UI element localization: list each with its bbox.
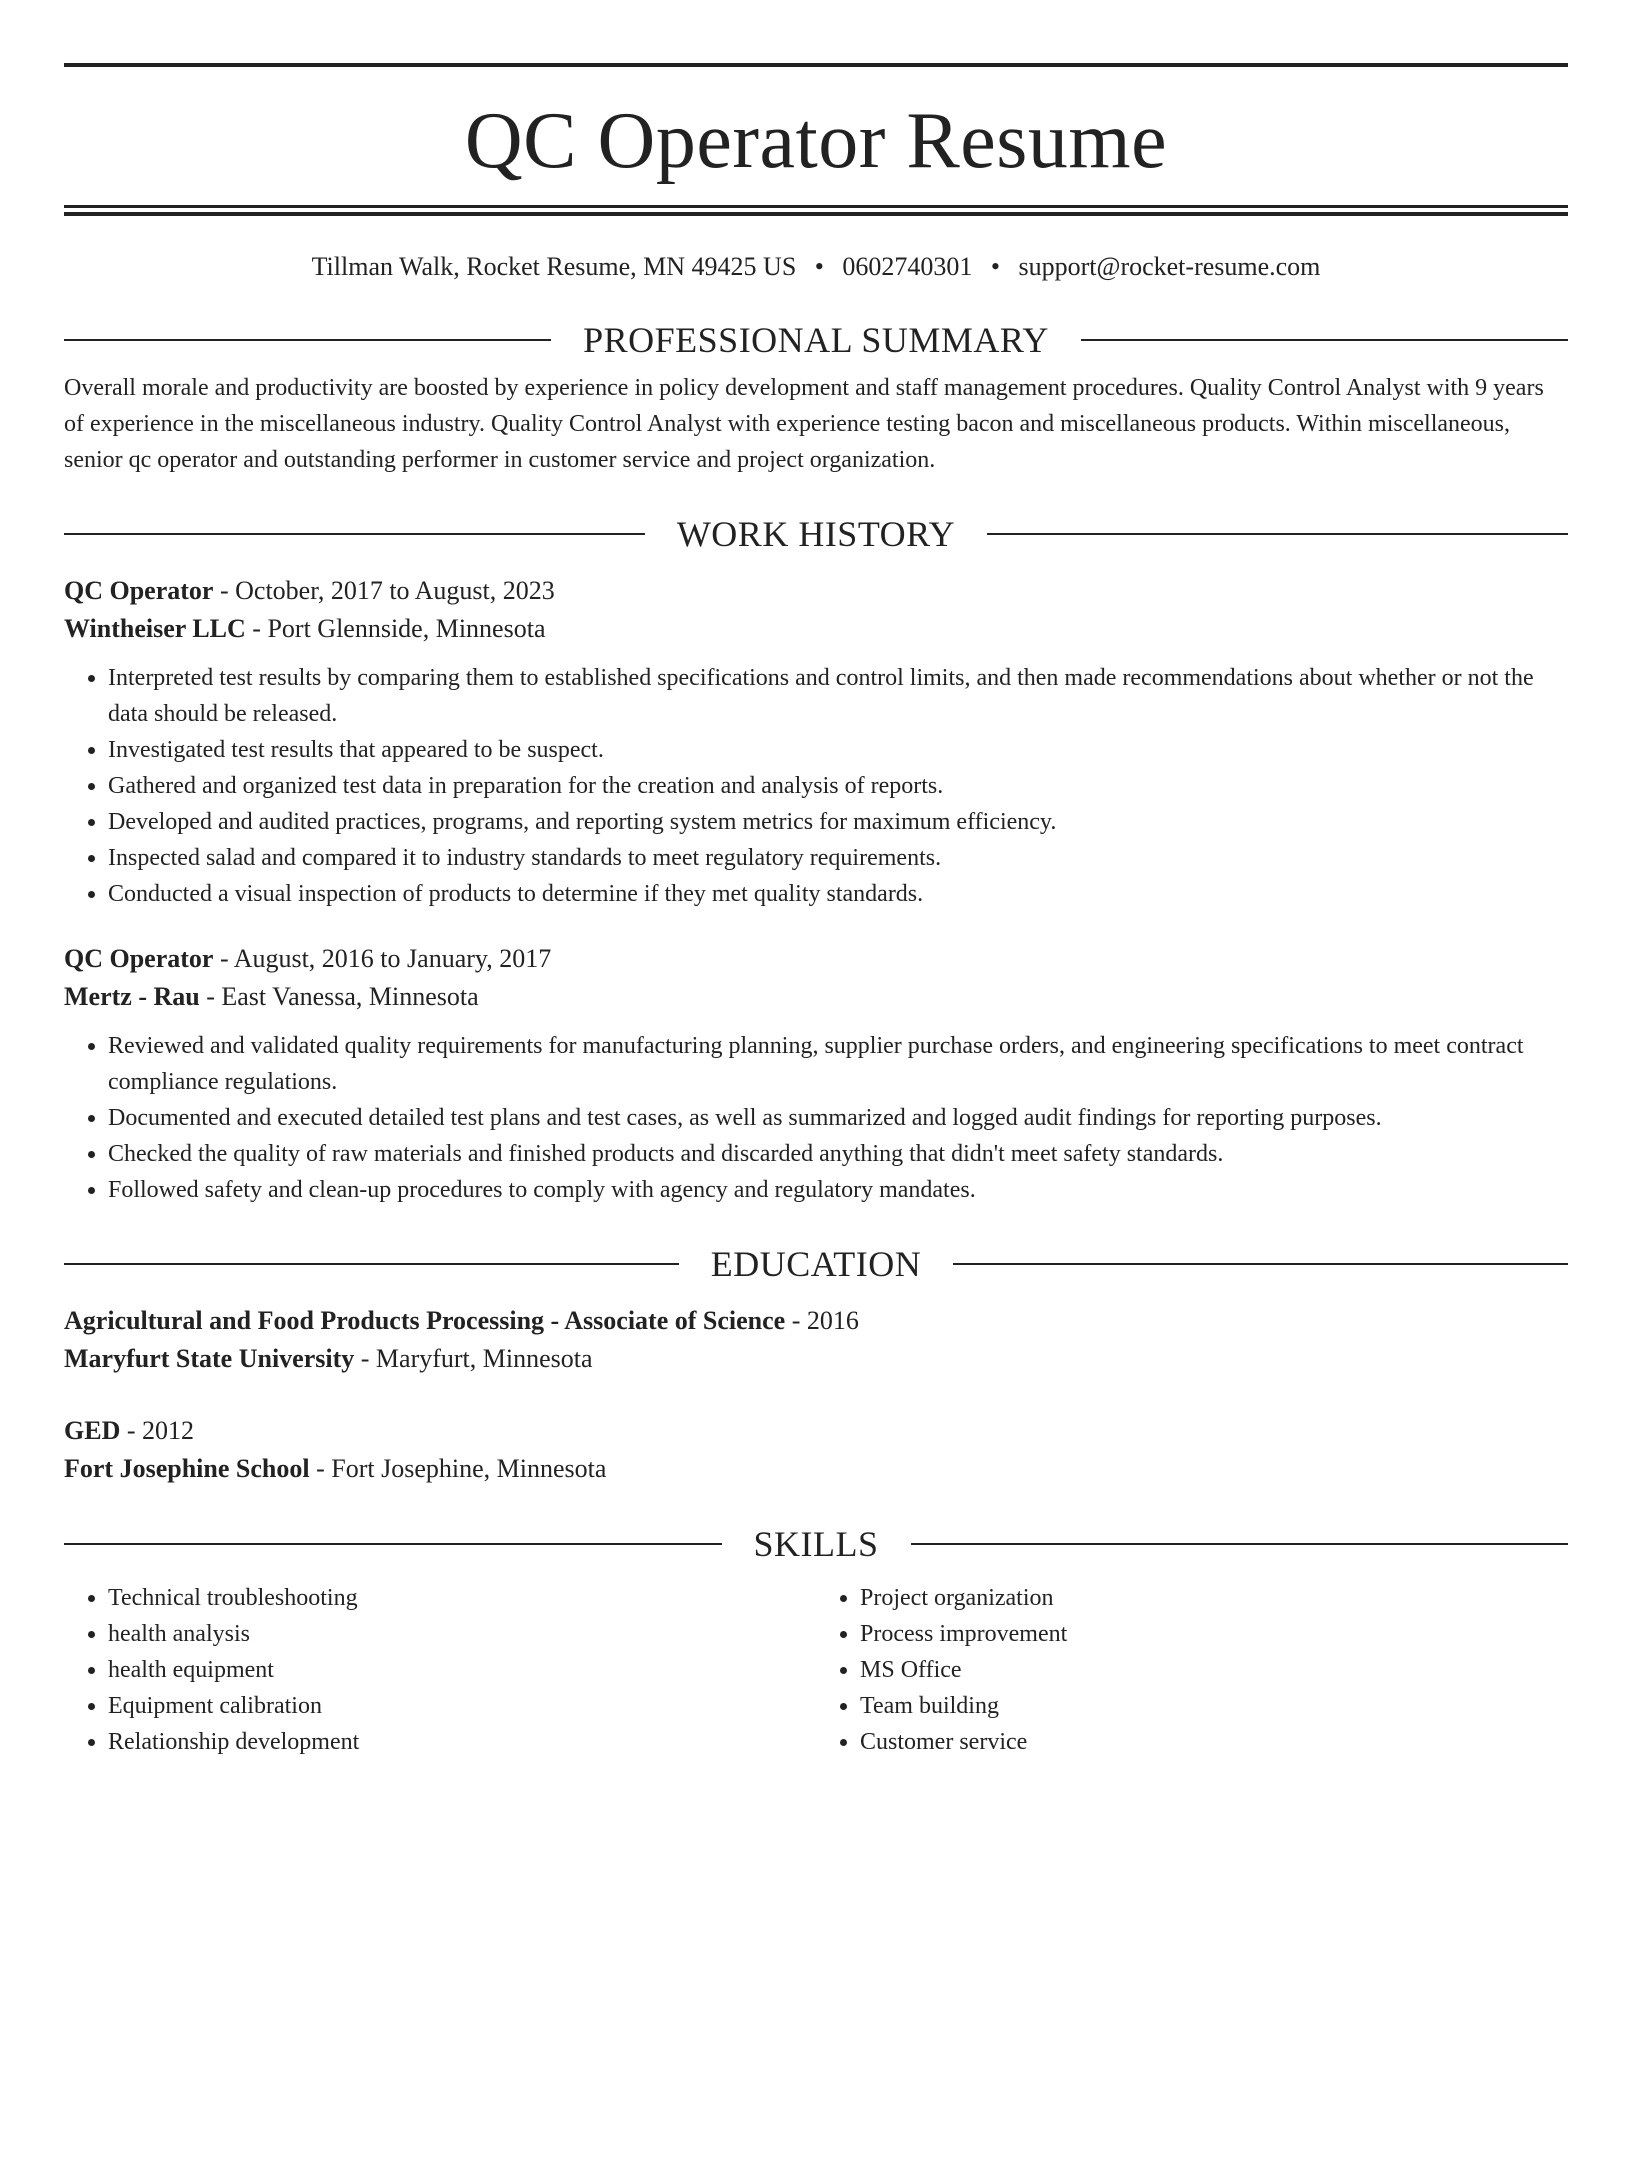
title-double-rule: [64, 205, 1568, 216]
list-item: • Developed and audited practices, programs, and reporting system metrics for maximum efficiency.: [108, 804, 1568, 840]
top-rule: [64, 63, 1568, 67]
education-degree: Agricultural and Food Products Processing - Associate of Science: [64, 1306, 786, 1335]
education-school-line: [64, 1450, 1568, 1488]
contact-line: [64, 250, 1568, 284]
section-heading-education: [64, 1244, 1568, 1284]
job-company-line: [64, 978, 1568, 1016]
job-title-line: [64, 572, 1568, 610]
list-item: • Checked the quality of raw materials and finished products and discarded anything that didn't meet safety standards.: [108, 1136, 1568, 1172]
job-location: - Port Glennside, Minnesota: [245, 614, 546, 643]
list-item: • Inspected salad and compared it to industry standards to meet regulatory requirements.: [108, 840, 1568, 876]
section-label: SKILLS: [753, 1524, 879, 1564]
skills-list-right: [816, 1580, 1568, 1760]
job-company: Wintheiser LLC: [64, 614, 246, 643]
education-year: - 2012: [120, 1416, 195, 1445]
heading-rule: [987, 533, 1568, 535]
list-item: • Investigated test results that appeared to be suspect.: [108, 732, 1568, 768]
page-title: QC Operator Resume: [464, 97, 1168, 185]
education-entry: [64, 1302, 1568, 1378]
resume-page: [0, 63, 1632, 2175]
heading-rule: [64, 533, 645, 535]
education-entry: [64, 1412, 1568, 1488]
job-company: Mertz - Rau: [64, 982, 200, 1011]
list-item: • Customer service: [860, 1724, 1568, 1760]
education-location: - Fort Josephine, Minnesota: [309, 1454, 607, 1483]
list-item: • health analysis: [108, 1616, 816, 1652]
education-degree-line: [64, 1302, 1568, 1340]
section-label: WORK HISTORY: [676, 514, 956, 554]
heading-rule: [64, 1263, 679, 1265]
list-item: • Documented and executed detailed test plans and test cases, as well as summarized and logged audit findings for reporting purposes.: [108, 1100, 1568, 1136]
education-year: - 2016: [785, 1306, 859, 1335]
contact-address: Tillman Walk, Rocket Resume, MN 49425 US: [311, 252, 797, 281]
list-item: • Reviewed and validated quality requirements for manufacturing planning, supplier purchase orders, and engineering specifications to meet contract compliance regulations.: [108, 1028, 1568, 1100]
job-dates: - August, 2016 to January, 2017: [213, 944, 552, 973]
list-item: • Gathered and organized test data in preparation for the creation and analysis of reports.: [108, 768, 1568, 804]
heading-rule: [64, 339, 551, 341]
heading-rule: [1081, 339, 1568, 341]
skills-columns: [64, 1580, 1568, 1760]
summary-text: Overall morale and productivity are boosted by experience in policy development and staff management procedures. Quality Control Analyst with 9 years of experience in the miscellaneous industry. Quality Control Analyst with experience testing bacon and miscellaneous products. Within miscellaneous, senior qc operator and outstanding performer in customer service and project organization.: [64, 375, 1544, 473]
job-company-line: [64, 610, 1568, 648]
list-item: • MS Office: [860, 1652, 1568, 1688]
job-title: QC Operator: [64, 576, 214, 605]
contact-email: support@rocket-resume.com: [1018, 252, 1321, 281]
list-item: • Team building: [860, 1688, 1568, 1724]
job-entry: [64, 940, 1568, 1208]
section-heading-skills: [64, 1524, 1568, 1564]
education-school: Fort Josephine School: [64, 1454, 310, 1483]
contact-separator: •: [990, 252, 1000, 281]
contact-separator: •: [814, 252, 824, 281]
job-title: QC Operator: [64, 944, 214, 973]
list-item: • Process improvement: [860, 1616, 1568, 1652]
job-bullets: [64, 1028, 1568, 1208]
list-item: • Conducted a visual inspection of products to determine if they met quality standards.: [108, 876, 1568, 912]
section-label: EDUCATION: [710, 1244, 922, 1284]
skills-list-left: [64, 1580, 816, 1760]
job-title-line: [64, 940, 1568, 978]
section-heading-work: [64, 514, 1568, 554]
list-item: • Interpreted test results by comparing them to established specifications and control limits, and then made recommendations about whether or not the data should be released.: [108, 660, 1568, 732]
heading-rule: [953, 1263, 1568, 1265]
list-item: • health equipment: [108, 1652, 816, 1688]
list-item: • Equipment calibration: [108, 1688, 816, 1724]
education-school: Maryfurt State University: [64, 1344, 355, 1373]
list-item: • Followed safety and clean-up procedures to comply with agency and regulatory mandates.: [108, 1172, 1568, 1208]
education-degree: GED: [64, 1416, 121, 1445]
education-location: - Maryfurt, Minnesota: [354, 1344, 593, 1373]
job-location: - East Vanessa, Minnesota: [199, 982, 479, 1011]
heading-rule: [64, 1543, 722, 1545]
job-entry: [64, 572, 1568, 912]
list-item: • Technical troubleshooting: [108, 1580, 816, 1616]
heading-rule: [911, 1543, 1569, 1545]
education-degree-line: [64, 1412, 1568, 1450]
list-item: • Relationship development: [108, 1724, 816, 1760]
job-dates: - October, 2017 to August, 2023: [213, 576, 555, 605]
contact-phone: 0602740301: [842, 252, 973, 281]
section-heading-summary: [64, 320, 1568, 360]
section-label: PROFESSIONAL SUMMARY: [583, 320, 1049, 360]
education-school-line: [64, 1340, 1568, 1378]
job-bullets: [64, 660, 1568, 912]
list-item: • Project organization: [860, 1580, 1568, 1616]
